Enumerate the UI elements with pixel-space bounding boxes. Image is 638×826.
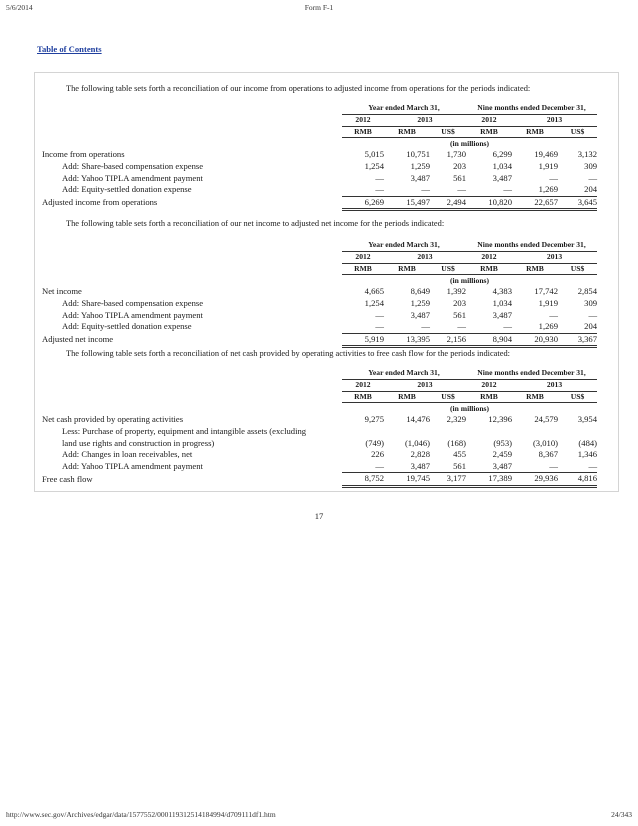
row-value: —	[549, 309, 558, 320]
row-value: —	[375, 309, 384, 320]
header-nine-months-ended: Nine months ended December 31,	[466, 368, 597, 380]
header-nine-months-ended: Nine months ended December 31,	[466, 240, 597, 252]
row-value: 19,745	[384, 473, 430, 487]
header-currency: RMB	[342, 391, 384, 403]
header-spacer	[42, 126, 342, 138]
row-value: 8,367	[538, 449, 558, 460]
row-value: 4,816	[558, 473, 597, 487]
header-row-groups	[42, 103, 597, 115]
row-label: Free cash flow	[42, 473, 93, 484]
row-value: —	[588, 172, 598, 183]
header-spacer	[42, 115, 342, 127]
row-label: Add: Equity-settled donation expense	[62, 321, 192, 332]
row-value: 22,657	[512, 196, 558, 210]
row-value: 204	[584, 321, 598, 332]
row-value: 2,156	[430, 333, 466, 347]
header-row-years	[42, 380, 597, 392]
row-value: —	[588, 460, 598, 471]
table-row	[42, 298, 597, 310]
page-footer	[6, 810, 632, 822]
header-year: 2012	[466, 380, 512, 392]
row-label: Add: Yahoo TIPLA amendment payment	[62, 461, 203, 471]
header-date: 5/6/2014	[6, 3, 33, 12]
header-row-years	[42, 115, 597, 127]
header-currency: RMB	[512, 263, 558, 275]
header-year: 2013	[384, 115, 466, 127]
header-units: (in millions)	[450, 138, 490, 148]
header-row-currency	[42, 263, 597, 275]
row-value: 3,487	[492, 172, 512, 183]
row-value: 3,487	[492, 460, 512, 471]
row-value: 3,487	[410, 460, 430, 471]
row-value: 309	[584, 160, 598, 171]
row-label: Add: Equity-settled donation expense	[62, 184, 192, 195]
header-year: 2013	[384, 252, 466, 264]
row-label: Add: Yahoo TIPLA amendment payment	[62, 172, 203, 183]
row-value: —	[421, 321, 430, 332]
header-year: 2012	[342, 380, 384, 392]
row-value: (3,010)	[532, 437, 558, 448]
header-year: 2013	[512, 115, 597, 127]
header-spacer	[42, 380, 342, 392]
row-label: Less: Purchase of property, equipment and intangible assets (excluding	[62, 425, 307, 436]
row-label: Income from operations	[42, 149, 125, 160]
header-currency: RMB	[384, 391, 430, 403]
row-value: 204	[584, 184, 598, 195]
header-currency: US$	[558, 126, 597, 138]
net-income-table	[42, 240, 597, 348]
table-row	[42, 149, 597, 161]
header-row-units	[42, 275, 597, 287]
row-value: 6,269	[342, 196, 384, 210]
header-currency: RMB	[512, 391, 558, 403]
row-value: 203	[453, 297, 466, 308]
row-value	[512, 426, 558, 438]
row-value: —	[503, 321, 512, 332]
row-value: 3,132	[577, 149, 598, 160]
page-header	[6, 3, 632, 15]
table-row	[42, 286, 597, 298]
row-value: 1,259	[410, 160, 430, 171]
header-currency: RMB	[466, 391, 512, 403]
row-value: (749)	[365, 437, 384, 448]
header-year-ended: Year ended March 31,	[342, 368, 466, 380]
row-value: 3,487	[410, 172, 430, 183]
header-spacer	[42, 263, 342, 275]
row-value	[384, 426, 430, 438]
row-label: Add: Changes in loan receivables, net	[62, 449, 193, 460]
row-value	[430, 426, 466, 438]
row-value: 455	[453, 449, 466, 460]
header-currency: US$	[558, 391, 597, 403]
header-currency: RMB	[466, 263, 512, 275]
header-spacer	[42, 275, 342, 287]
header-row-groups	[42, 240, 597, 252]
header-currency: RMB	[342, 126, 384, 138]
row-value: 226	[371, 449, 384, 460]
header-spacer	[42, 138, 342, 150]
row-value: —	[588, 309, 598, 320]
row-value: 3,487	[492, 309, 512, 320]
footer-url: http://www.sec.gov/Archives/edgar/data/1577552/000119312514184994/d709111df1.htm	[6, 810, 276, 819]
table-row	[42, 321, 597, 333]
row-value: —	[549, 172, 558, 183]
row-value: —	[375, 321, 384, 332]
row-value: 3,487	[410, 309, 430, 320]
header-year-ended: Year ended March 31,	[342, 240, 466, 252]
table-row	[42, 184, 597, 196]
header-currency: RMB	[512, 126, 558, 138]
row-value: 17,742	[534, 286, 558, 297]
row-value: (953)	[493, 437, 512, 448]
row-value: 1,730	[446, 149, 466, 160]
table3-intro: The following table sets forth a reconciliation of net cash provided by operating activities to free cash flow for the periods indicated:	[66, 349, 510, 358]
row-value: 5,919	[342, 333, 384, 347]
row-value: —	[375, 460, 384, 471]
row-value: —	[457, 184, 466, 195]
table-row	[42, 449, 597, 461]
row-value: (1,046)	[404, 437, 430, 448]
table-row	[42, 196, 597, 210]
row-value: 15,497	[384, 196, 430, 210]
row-value: 1,254	[364, 297, 384, 308]
row-label: Add: Share-based compensation expense	[62, 297, 204, 308]
row-value: 3,177	[430, 473, 466, 487]
row-value: 4,665	[364, 286, 384, 297]
table-row	[42, 161, 597, 173]
row-value: (168)	[447, 437, 466, 448]
header-currency: RMB	[342, 263, 384, 275]
row-value: 2,494	[430, 196, 466, 210]
header-spacer	[42, 240, 342, 252]
row-value: 1,919	[538, 160, 558, 171]
row-label: Adjusted net income	[42, 334, 114, 345]
row-value: 20,930	[512, 333, 558, 347]
row-label: Net cash provided by operating activities	[42, 414, 184, 425]
row-value: 9,275	[364, 414, 384, 425]
header-title: Form F-1	[304, 3, 334, 12]
row-value: 2,329	[446, 414, 466, 425]
header-row-years	[42, 252, 597, 264]
row-value: (484)	[578, 437, 598, 448]
header-year: 2012	[466, 115, 512, 127]
table-row	[42, 461, 597, 473]
row-value: 561	[453, 172, 466, 183]
row-value: 12,396	[488, 414, 512, 425]
row-value: 14,476	[406, 414, 430, 425]
row-value: —	[375, 172, 384, 183]
row-value: 1,346	[577, 449, 598, 460]
row-value: —	[503, 184, 512, 195]
row-value: 8,904	[466, 333, 512, 347]
row-value: 29,936	[512, 473, 558, 487]
row-value: 1,392	[446, 286, 466, 297]
header-year: 2013	[512, 380, 597, 392]
row-value: 17,389	[466, 473, 512, 487]
header-row-currency	[42, 391, 597, 403]
row-label: Adjusted income from operations	[42, 197, 158, 208]
header-units: (in millions)	[450, 275, 490, 285]
table-row	[42, 473, 597, 487]
row-value: 8,649	[410, 286, 430, 297]
row-value: 3,367	[558, 333, 597, 347]
row-value: 309	[584, 297, 598, 308]
header-currency: US$	[558, 263, 597, 275]
row-value: 203	[453, 160, 466, 171]
header-nine-months-ended: Nine months ended December 31,	[466, 103, 597, 115]
header-currency: US$	[430, 263, 466, 275]
row-value: 10,820	[466, 196, 512, 210]
header-currency: US$	[430, 126, 466, 138]
table-row	[42, 414, 597, 426]
row-value: 561	[453, 309, 466, 320]
header-year: 2012	[466, 252, 512, 264]
row-value	[558, 426, 597, 438]
row-value: 10,751	[406, 149, 430, 160]
table-row	[42, 426, 597, 438]
income-from-operations-table	[42, 103, 597, 211]
row-value: 8,752	[342, 473, 384, 487]
row-value: 1,259	[410, 297, 430, 308]
page-number: 17	[314, 511, 324, 521]
row-value: 1,254	[364, 160, 384, 171]
header-spacer	[42, 403, 342, 415]
header-year: 2013	[384, 380, 466, 392]
row-value: 1,919	[538, 297, 558, 308]
row-value: 4,383	[492, 286, 512, 297]
row-label: Net income	[42, 286, 82, 297]
row-value: —	[549, 460, 558, 471]
header-spacer	[42, 391, 342, 403]
row-value	[466, 426, 512, 438]
footer-page: 24/343	[611, 810, 632, 819]
header-row-groups	[42, 368, 597, 380]
header-currency: US$	[430, 391, 466, 403]
table-row	[42, 333, 597, 347]
table2-intro: The following table sets forth a reconciliation of our net income to adjusted net income for the periods indicated:	[66, 219, 445, 228]
row-label: Add: Share-based compensation expense	[62, 160, 204, 171]
row-value: 1,269	[538, 321, 558, 332]
header-year-ended: Year ended March 31,	[342, 103, 466, 115]
header-currency: RMB	[384, 126, 430, 138]
header-currency: RMB	[466, 126, 512, 138]
header-row-units	[42, 403, 597, 415]
row-label: Add: Yahoo TIPLA amendment payment	[62, 309, 203, 320]
header-row-currency	[42, 126, 597, 138]
row-value	[342, 426, 384, 438]
row-value: 5,015	[364, 149, 384, 160]
table1-intro: The following table sets forth a reconciliation of our income from operations to adjusted income from operations for the periods indicated:	[66, 84, 531, 93]
row-value: 1,269	[538, 184, 558, 195]
header-spacer	[42, 252, 342, 264]
row-value: 2,828	[410, 449, 430, 460]
header-year: 2013	[512, 252, 597, 264]
row-value: —	[375, 184, 384, 195]
table-row	[42, 438, 597, 450]
row-value: 1,034	[492, 160, 512, 171]
free-cash-flow-table	[42, 368, 597, 488]
row-value: 24,579	[534, 414, 558, 425]
row-value: 561	[453, 460, 466, 471]
row-value: —	[421, 184, 430, 195]
row-value: 19,469	[534, 149, 558, 160]
table-row	[42, 310, 597, 322]
table-of-contents-link[interactable]: Table of Contents	[37, 44, 102, 54]
row-value: 6,299	[492, 149, 512, 160]
row-value: 2,854	[577, 286, 598, 297]
row-value: 1,034	[492, 297, 512, 308]
row-value: 2,459	[492, 449, 512, 460]
header-spacer	[42, 103, 342, 115]
row-value: 3,645	[558, 196, 597, 210]
header-year: 2012	[342, 115, 384, 127]
row-value: 13,395	[384, 333, 430, 347]
header-row-units	[42, 138, 597, 150]
table-row	[42, 173, 597, 185]
row-value: —	[457, 321, 466, 332]
header-units: (in millions)	[450, 403, 490, 413]
header-spacer	[42, 368, 342, 380]
header-year: 2012	[342, 252, 384, 264]
header-currency: RMB	[384, 263, 430, 275]
row-label: land use rights and construction in progress)	[62, 437, 215, 448]
row-value: 3,954	[577, 414, 598, 425]
